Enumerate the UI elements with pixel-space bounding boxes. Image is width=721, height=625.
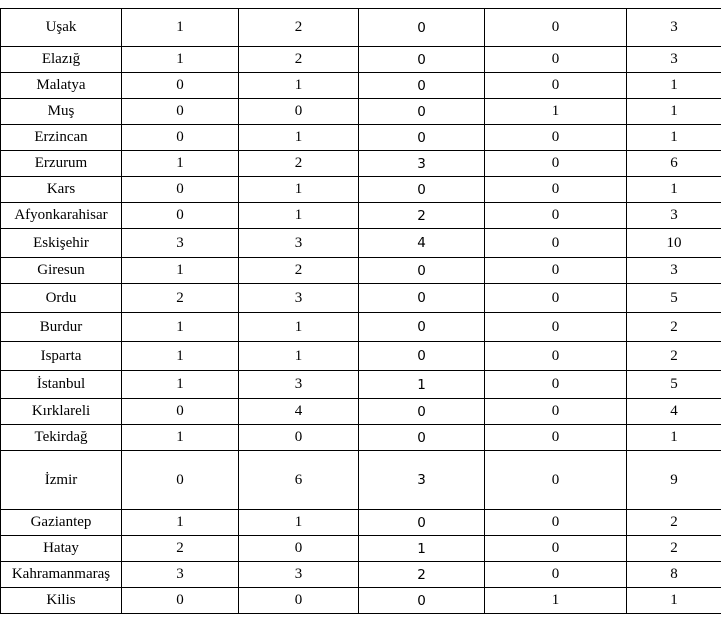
total-cell: 1 — [627, 177, 721, 203]
value-cell: 0 — [485, 510, 627, 536]
value-cell: 1 — [239, 342, 359, 371]
table-row — [1, 9, 721, 47]
value-cell: 0 — [122, 125, 239, 151]
total-cell: 1 — [627, 425, 721, 451]
value-cell: 0 — [122, 451, 239, 510]
total-cell: 1 — [627, 588, 721, 614]
value-cell: 1 — [239, 177, 359, 203]
table-row — [1, 425, 721, 451]
province-cell: Kars — [1, 177, 122, 203]
value-cell: 0 — [359, 9, 485, 47]
table-row — [1, 313, 721, 342]
table-row — [1, 73, 721, 99]
value-cell: 3 — [359, 151, 485, 177]
value-cell: 4 — [359, 229, 485, 258]
province-cell: Hatay — [1, 536, 122, 562]
value-cell: 0 — [485, 9, 627, 47]
value-cell: 1 — [122, 313, 239, 342]
value-cell: 0 — [122, 177, 239, 203]
total-cell: 3 — [627, 258, 721, 284]
value-cell: 0 — [239, 588, 359, 614]
value-cell: 3 — [239, 371, 359, 399]
value-cell: 0 — [485, 284, 627, 313]
table-row — [1, 258, 721, 284]
value-cell: 1 — [359, 371, 485, 399]
value-cell: 0 — [485, 177, 627, 203]
total-cell: 9 — [627, 451, 721, 510]
table-row — [1, 371, 721, 399]
province-cell: Uşak — [1, 9, 122, 47]
value-cell: 1 — [122, 151, 239, 177]
table-row — [1, 125, 721, 151]
table-row — [1, 342, 721, 371]
value-cell: 4 — [239, 399, 359, 425]
value-cell: 0 — [359, 258, 485, 284]
province-cell: İstanbul — [1, 371, 122, 399]
province-cell: Erzurum — [1, 151, 122, 177]
total-cell: 6 — [627, 151, 721, 177]
province-cell: Gaziantep — [1, 510, 122, 536]
total-cell: 3 — [627, 9, 721, 47]
value-cell: 1 — [122, 510, 239, 536]
province-cell: Tekirdağ — [1, 425, 122, 451]
total-cell: 10 — [627, 229, 721, 258]
value-cell: 0 — [485, 73, 627, 99]
value-cell: 0 — [359, 510, 485, 536]
total-cell: 2 — [627, 510, 721, 536]
value-cell: 0 — [239, 425, 359, 451]
value-cell: 1 — [122, 425, 239, 451]
value-cell: 0 — [485, 371, 627, 399]
total-cell: 8 — [627, 562, 721, 588]
value-cell: 2 — [122, 536, 239, 562]
value-cell: 0 — [359, 73, 485, 99]
value-cell: 3 — [239, 562, 359, 588]
value-cell: 2 — [359, 203, 485, 229]
value-cell: 0 — [359, 177, 485, 203]
value-cell: 2 — [239, 9, 359, 47]
value-cell: 0 — [485, 399, 627, 425]
value-cell: 0 — [359, 99, 485, 125]
total-cell: 3 — [627, 203, 721, 229]
value-cell: 0 — [485, 313, 627, 342]
value-cell: 0 — [485, 229, 627, 258]
table-row — [1, 451, 721, 510]
total-cell: 4 — [627, 399, 721, 425]
table-body — [1, 9, 721, 614]
value-cell: 1 — [239, 203, 359, 229]
value-cell: 3 — [122, 229, 239, 258]
province-cell: Kırklareli — [1, 399, 122, 425]
value-cell: 3 — [239, 284, 359, 313]
table-row — [1, 99, 721, 125]
table-row — [1, 536, 721, 562]
value-cell: 1 — [122, 9, 239, 47]
value-cell: 1 — [485, 99, 627, 125]
province-cell: Elazığ — [1, 47, 122, 73]
value-cell: 0 — [359, 313, 485, 342]
value-cell: 3 — [239, 229, 359, 258]
total-cell: 2 — [627, 536, 721, 562]
province-cell: Isparta — [1, 342, 122, 371]
value-cell: 0 — [359, 125, 485, 151]
total-cell: 1 — [627, 99, 721, 125]
province-cell: Kilis — [1, 588, 122, 614]
province-cell: Eskişehir — [1, 229, 122, 258]
value-cell: 2 — [122, 284, 239, 313]
value-cell: 0 — [122, 73, 239, 99]
table-row — [1, 151, 721, 177]
total-cell: 5 — [627, 284, 721, 313]
value-cell: 0 — [122, 399, 239, 425]
table-row — [1, 562, 721, 588]
value-cell: 0 — [359, 342, 485, 371]
value-cell: 0 — [485, 536, 627, 562]
province-cell: Ordu — [1, 284, 122, 313]
value-cell: 0 — [485, 451, 627, 510]
total-cell: 1 — [627, 73, 721, 99]
value-cell: 2 — [239, 258, 359, 284]
value-cell: 0 — [359, 399, 485, 425]
value-cell: 0 — [122, 99, 239, 125]
value-cell: 0 — [485, 203, 627, 229]
value-cell: 6 — [239, 451, 359, 510]
total-cell: 2 — [627, 342, 721, 371]
value-cell: 1 — [122, 258, 239, 284]
province-cell: Burdur — [1, 313, 122, 342]
total-cell: 3 — [627, 47, 721, 73]
province-cell: Erzincan — [1, 125, 122, 151]
value-cell: 0 — [485, 151, 627, 177]
value-cell: 1 — [239, 510, 359, 536]
table-row — [1, 588, 721, 614]
total-cell: 1 — [627, 125, 721, 151]
value-cell: 2 — [239, 47, 359, 73]
value-cell: 0 — [359, 425, 485, 451]
value-cell: 1 — [122, 342, 239, 371]
value-cell: 0 — [359, 47, 485, 73]
value-cell: 0 — [485, 342, 627, 371]
value-cell: 0 — [485, 258, 627, 284]
value-cell: 1 — [239, 73, 359, 99]
province-table — [0, 8, 721, 614]
province-cell: Giresun — [1, 258, 122, 284]
table-row — [1, 229, 721, 258]
value-cell: 2 — [239, 151, 359, 177]
value-cell: 1 — [239, 313, 359, 342]
value-cell: 1 — [485, 588, 627, 614]
total-cell: 2 — [627, 313, 721, 342]
value-cell: 0 — [485, 47, 627, 73]
table-row — [1, 203, 721, 229]
value-cell: 0 — [485, 125, 627, 151]
table-row — [1, 177, 721, 203]
value-cell: 3 — [122, 562, 239, 588]
value-cell: 0 — [485, 425, 627, 451]
value-cell: 3 — [359, 451, 485, 510]
value-cell: 0 — [359, 588, 485, 614]
value-cell: 1 — [359, 536, 485, 562]
value-cell: 0 — [239, 99, 359, 125]
value-cell: 1 — [122, 47, 239, 73]
province-cell: Muş — [1, 99, 122, 125]
value-cell: 0 — [122, 588, 239, 614]
table-row — [1, 47, 721, 73]
province-cell: Afyonkarahisar — [1, 203, 122, 229]
value-cell: 2 — [359, 562, 485, 588]
value-cell: 0 — [485, 562, 627, 588]
province-cell: İzmir — [1, 451, 122, 510]
province-cell: Malatya — [1, 73, 122, 99]
value-cell: 1 — [239, 125, 359, 151]
table-row — [1, 399, 721, 425]
value-cell: 0 — [359, 284, 485, 313]
total-cell: 5 — [627, 371, 721, 399]
province-cell: Kahramanmaraş — [1, 562, 122, 588]
table-row — [1, 510, 721, 536]
value-cell: 1 — [122, 371, 239, 399]
value-cell: 0 — [239, 536, 359, 562]
table-row — [1, 284, 721, 313]
value-cell: 0 — [122, 203, 239, 229]
